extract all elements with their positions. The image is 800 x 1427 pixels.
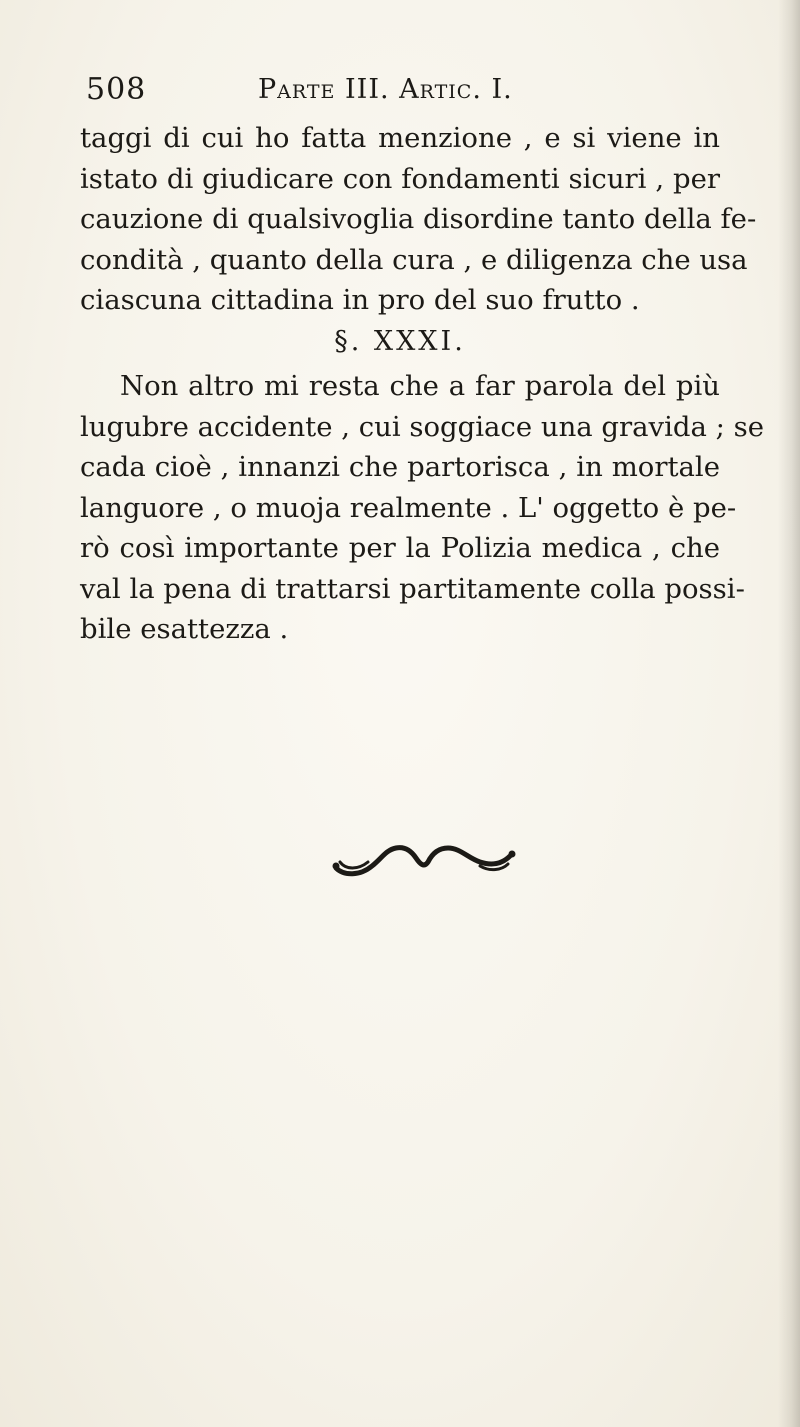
text-line: bile esattezza . (80, 613, 289, 645)
text-line: Non altro mi resta che a far parola del più (120, 370, 720, 402)
text-line: taggi di cui ho fatta menzione , e si viene in (80, 122, 720, 154)
text-line: cada cioè , innanzi che partorisca , in mortale (80, 451, 720, 483)
section-heading: §. XXXI. (334, 326, 466, 357)
paragraph-continued (80, 118, 757, 321)
page-header (86, 72, 726, 112)
paragraph-section-xxxi (80, 366, 765, 650)
text-line: cauzione di qualsivoglia disordine tanto della fe- (80, 203, 757, 235)
text-line: languore , o muoja realmente . L' oggetto è pe- (80, 491, 737, 524)
page-number: 508 (86, 72, 147, 107)
text-line: condità , quanto della cura , e diligenza che usa (80, 243, 748, 276)
text-line: lugubre accidente , cui soggiace una gravida ; se (80, 410, 765, 443)
running-head: Parte III. Artic. I. (258, 74, 513, 105)
text-line: rò così importante per la Polizia medica , che (80, 532, 720, 564)
page-edge-shadow (778, 0, 800, 1427)
text-line: val la pena di trattarsi partitamente colla possi- (80, 572, 745, 605)
text-line: ciascuna cittadina in pro del suo frutto . (80, 284, 640, 316)
text-line: istato di giudicare con fondamenti sicuri , per (80, 162, 720, 195)
printers-flourish-ornament-icon (330, 838, 520, 880)
